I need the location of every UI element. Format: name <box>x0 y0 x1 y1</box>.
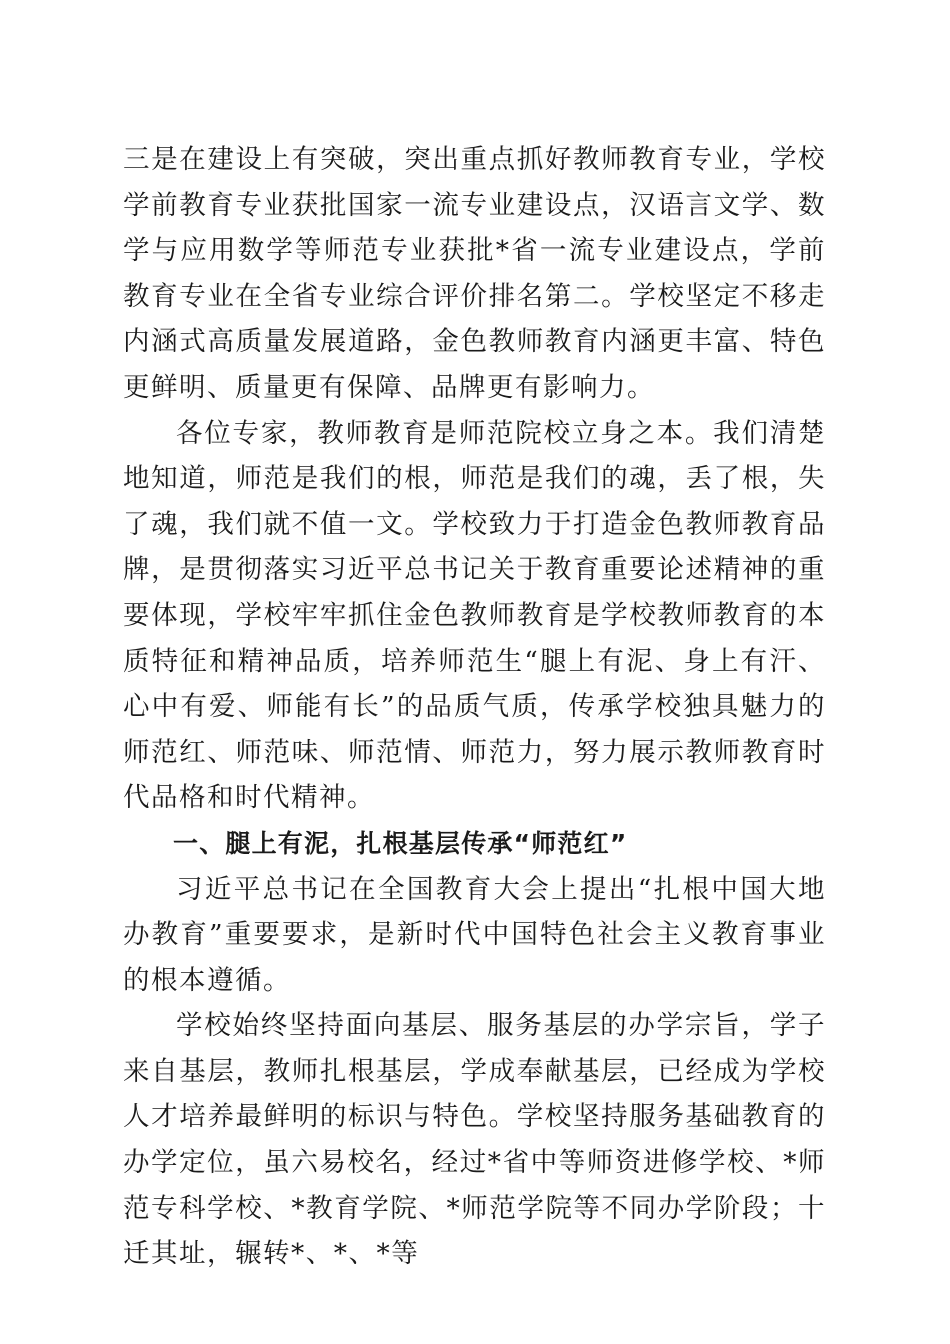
paragraph-serve-grassroots: 学校始终坚持面向基层、服务基层的办学宗旨，学子来自基层，教师扎根基层，学成奉献基层，已经成为学校人才培养最鲜明的标识与特色。学校坚持服务基础教育的办学定位，虽六易校名，经过*省中等师资进修学校、*师范专科学校、*教育学院、*师范学院等不同办学阶段；十迁其址，辗转*、*、*等 <box>123 1010 826 1270</box>
section-heading-1: 一、腿上有泥，扎根基层传承“师范红” <box>173 828 628 858</box>
paragraph-teacher-education-foundation: 各位专家，教师教育是师范院校立身之本。我们清楚地知道，师范是我们的根，师范是我们的魂，丢了根，失了魂，我们就不值一文。学校致力于打造金色教师教育品牌，是贯彻落实习近平总书记关于教育重要论述精神的重要体现，学校牢牢抓住金色教师教育是学校教师教育的本质特征和精神品质，培养师范生“腿上有泥、身上有汗、心中有爱、师能有长”的品质气质，传承学校独具魅力的师范红、师范味、师范情、师范力，努力展示教师教育时代品格和时代精神。 <box>123 417 826 814</box>
paragraph-construction-breakthrough: 三是在建设上有突破，突出重点抓好教师教育专业，学校学前教育专业获批国家一流专业建设点，汉语言文学、数学与应用数学等师范专业获批*省一流专业建设点，学前教育专业在全省专业综合评价排名第二。学校坚定不移走内涵式高质量发展道路，金色教师教育内涵更丰富、特色更鲜明、质量更有保障、品牌更有影响力。 <box>123 144 826 403</box>
paragraph-national-education-conference: 习近平总书记在全国教育大会上提出“扎根中国大地办教育”重要要求，是新时代中国特色社会主义教育事业的根本遵循。 <box>123 873 826 996</box>
document-page <box>123 137 826 1277</box>
